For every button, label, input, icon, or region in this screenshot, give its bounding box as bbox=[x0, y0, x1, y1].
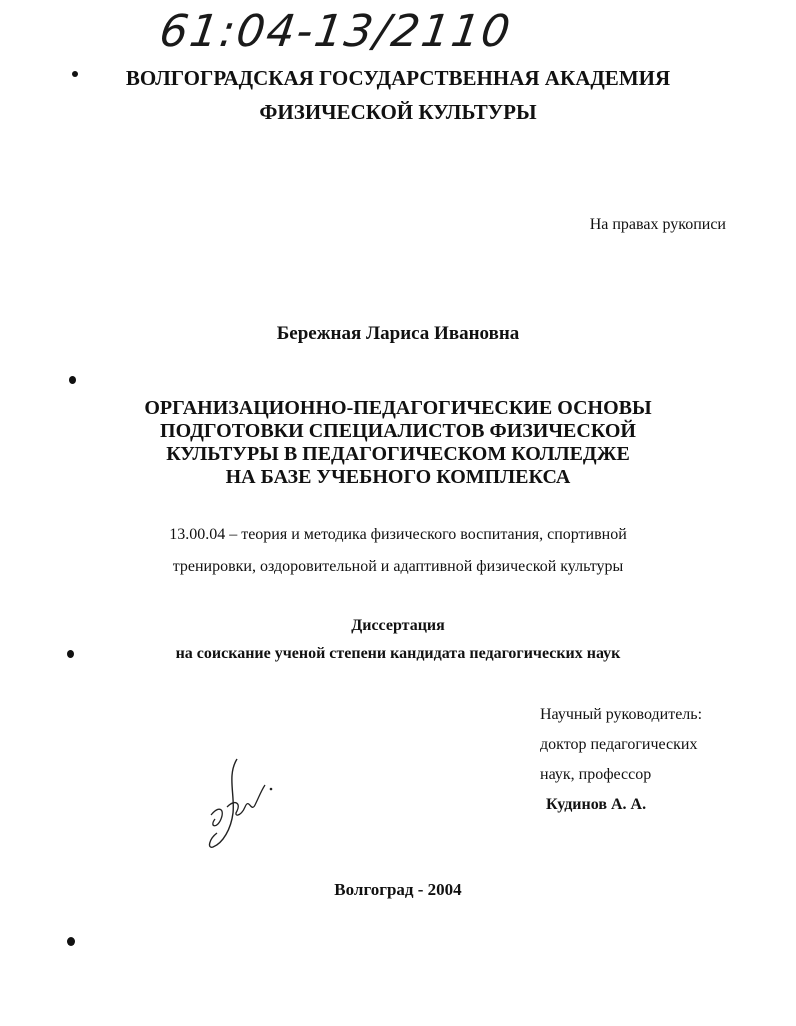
rights-note: На правах рукописи bbox=[589, 216, 726, 233]
author-name: Бережная Лариса Ивановна bbox=[276, 323, 520, 344]
title-line: ПОДГОТОВКИ СПЕЦИАЛИСТОВ ФИЗИЧЕСКОЙ bbox=[160, 420, 636, 442]
title-line: НА БАЗЕ УЧЕБНОГО КОМПЛЕКСА bbox=[225, 466, 571, 488]
handwritten-archive-number: 61:04-13/2110 bbox=[156, 6, 516, 57]
academy-name bbox=[0, 62, 796, 128]
dissertation-type bbox=[0, 612, 796, 668]
academy-name-line: ФИЗИЧЕСКОЙ КУЛЬТУРЫ bbox=[259, 100, 537, 124]
city-year: Волгоград - 2004 bbox=[334, 880, 462, 899]
degree-line: на соискание ученой степени кандидата педагогических наук bbox=[175, 645, 621, 662]
dissertation-label: Диссертация bbox=[351, 617, 445, 634]
title-line: ОРГАНИЗАЦИОННО-ПЕДАГОГИЧЕСКИЕ ОСНОВЫ bbox=[144, 397, 652, 419]
title-line: КУЛЬТУРЫ В ПЕДАГОГИЧЕСКОМ КОЛЛЕДЖЕ bbox=[166, 443, 630, 465]
supervisor-degree: доктор педагогических bbox=[540, 736, 698, 753]
binding-hole-mark bbox=[69, 376, 76, 384]
specialty-line: тренировки, оздоровительной и адаптивной физической культуры bbox=[172, 558, 624, 575]
author-signature bbox=[205, 755, 285, 855]
binding-hole-mark bbox=[67, 937, 75, 946]
academy-name-line: ВОЛГОГРАДСКАЯ ГОСУДАРСТВЕННАЯ АКАДЕМИЯ bbox=[125, 66, 671, 90]
supervisor-title: наук, профессор bbox=[540, 766, 652, 783]
specialty-code bbox=[0, 519, 796, 583]
supervisor-name: Кудинов А. А. bbox=[546, 796, 647, 813]
dissertation-title bbox=[0, 397, 796, 489]
supervisor-label: Научный руководитель: bbox=[540, 706, 703, 723]
supervisor-block bbox=[540, 700, 702, 820]
specialty-line: 13.00.04 – теория и методика физического воспитания, спортивной bbox=[169, 526, 627, 543]
